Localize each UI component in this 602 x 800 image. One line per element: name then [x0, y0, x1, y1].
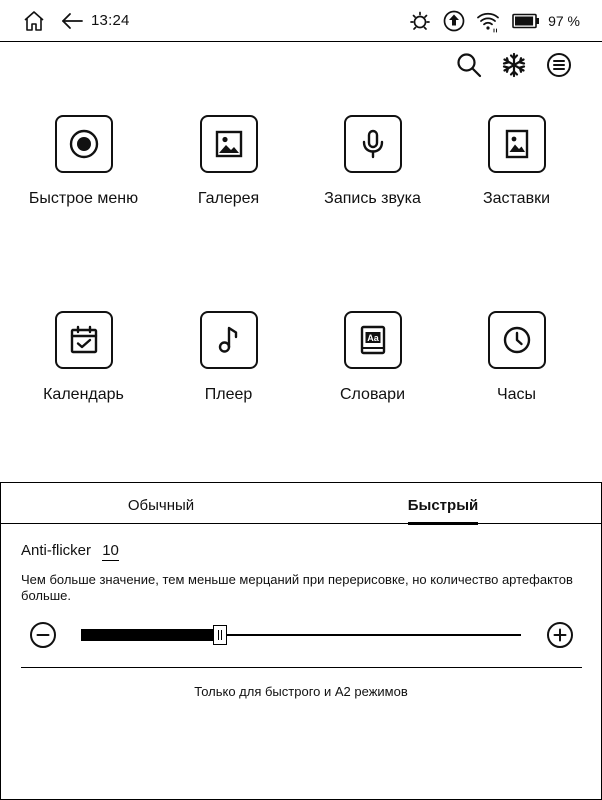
- anti-flicker-slider[interactable]: [81, 622, 521, 648]
- snowflake-icon[interactable]: [501, 52, 527, 78]
- quick-menu-tile[interactable]: [55, 115, 113, 173]
- tab-fast[interactable]: [343, 483, 543, 524]
- divider: [21, 667, 582, 668]
- frontlight-icon[interactable]: [408, 9, 432, 33]
- slider-thumb[interactable]: [213, 625, 227, 645]
- anti-flicker-description: Чем больше значение, тем меньше мерцаний при перерисовке, но количество артефактов больше.: [21, 572, 573, 603]
- active-tab-indicator: [408, 522, 478, 525]
- app-label: Календарь: [43, 386, 124, 403]
- app-screensavers[interactable]: [444, 115, 589, 208]
- app-label: Запись звука: [324, 190, 421, 207]
- gallery-tile[interactable]: [200, 115, 258, 173]
- app-label: Галерея: [197, 190, 260, 207]
- music-note-icon: [213, 324, 245, 356]
- battery-percent: 97 %: [548, 13, 580, 29]
- calendar-icon: [68, 324, 100, 356]
- anti-flicker-label: Anti-flicker: [21, 542, 92, 559]
- menu-icon[interactable]: [546, 52, 572, 78]
- slider-fill: [81, 629, 217, 641]
- refresh-mode-panel: [0, 482, 602, 800]
- refresh-mode-tabs: [1, 483, 601, 524]
- calendar-tile[interactable]: [55, 311, 113, 369]
- tab-fast-label: Быстрый: [407, 497, 479, 514]
- mode-footnote: Только для быстрого и A2 режимов: [194, 684, 408, 699]
- battery-icon: [512, 13, 540, 29]
- home-icon[interactable]: [22, 9, 46, 33]
- tab-normal[interactable]: [61, 483, 261, 524]
- voice-recorder-tile[interactable]: [344, 115, 402, 173]
- svg-text:Aa: Aa: [366, 333, 379, 343]
- sync-icon[interactable]: [442, 9, 466, 33]
- dictionary-icon: [357, 324, 389, 356]
- app-quick-menu[interactable]: [11, 115, 156, 208]
- app-dictionaries[interactable]: [300, 311, 445, 404]
- gallery-icon: [213, 128, 245, 160]
- increase-button[interactable]: [546, 621, 574, 649]
- search-icon[interactable]: [456, 52, 482, 78]
- player-tile[interactable]: [200, 311, 258, 369]
- back-arrow-icon[interactable]: [60, 10, 84, 32]
- wifi-icon[interactable]: [476, 9, 500, 33]
- screensavers-tile[interactable]: [488, 115, 546, 173]
- app-calendar[interactable]: [11, 311, 156, 404]
- anti-flicker-value[interactable]: 10: [102, 542, 119, 559]
- screensaver-icon: [501, 128, 533, 160]
- app-label: Словари: [339, 386, 406, 403]
- microphone-icon: [357, 128, 389, 160]
- decrease-button[interactable]: [29, 621, 57, 649]
- app-label: Быстрое меню: [28, 190, 139, 207]
- app-clock[interactable]: [444, 311, 589, 404]
- quick-menu-icon: [68, 128, 100, 160]
- dictionaries-tile[interactable]: [344, 311, 402, 369]
- clock-time: 13:24: [91, 12, 130, 29]
- app-label: Заставки: [482, 190, 551, 207]
- app-label: Часы: [496, 386, 537, 403]
- toolbar: [437, 52, 572, 78]
- tab-normal-label: Обычный: [127, 497, 195, 514]
- status-bar: [0, 0, 602, 42]
- status-icons: [408, 9, 580, 33]
- app-player[interactable]: [156, 311, 301, 404]
- clock-icon: [501, 324, 533, 356]
- anti-flicker-setting: [21, 542, 119, 561]
- app-gallery[interactable]: [156, 115, 301, 208]
- clock-tile[interactable]: [488, 311, 546, 369]
- app-label: Плеер: [204, 386, 253, 403]
- app-voice-recorder[interactable]: [300, 115, 445, 208]
